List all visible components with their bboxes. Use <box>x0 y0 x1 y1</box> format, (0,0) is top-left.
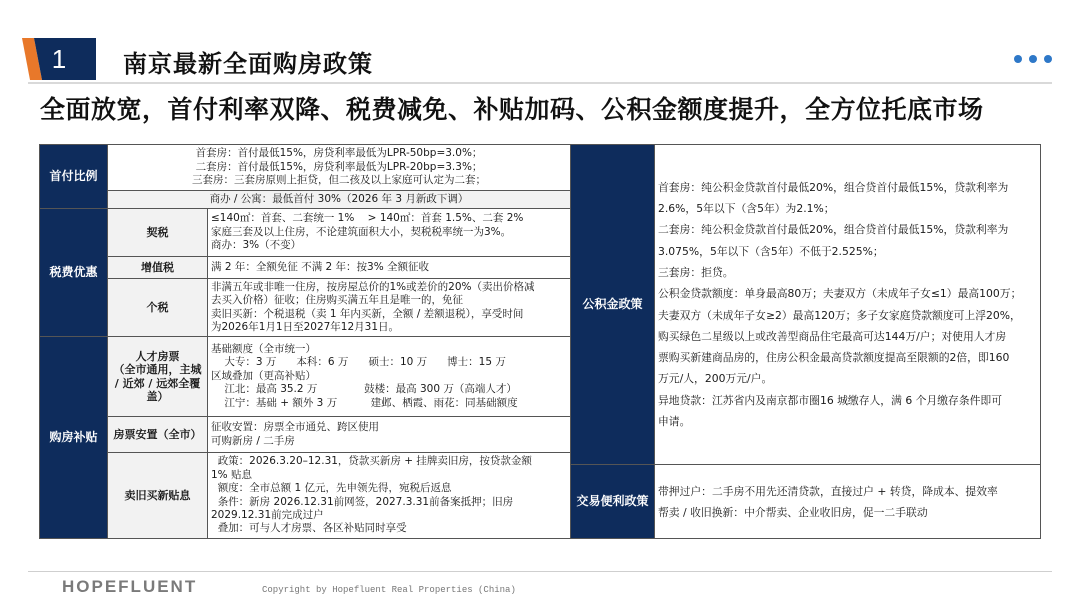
housing-ticket-rules: 征收安置：房票全市通兑、跨区使用 可购新房 / 二手房 <box>208 417 571 453</box>
section-number-badge <box>22 38 102 80</box>
copyright-text: Copyright by Hopefluent Real Properties (China) <box>262 585 516 595</box>
category-subsidy: 购房补贴 <box>40 337 108 539</box>
vat-label: 增值税 <box>108 257 208 279</box>
headline: 全面放宽，首付利率双降、税费减免、补贴加码、公积金额度提升，全方位托底市场 <box>40 95 984 124</box>
section-number: 1 <box>51 44 67 74</box>
brand-logo: HOPEFLUENT <box>62 577 198 596</box>
provident-fund-rules: 首套房：纯公积金贷款首付最低20%，组合贷首付最低15%，贷款利率为 2.6%，5年以下（含5年）为2.1%； 二套房：纯公积金贷款首付最低20%，组合贷首付最低15%，贷款利率为 3.075%，5年以下（含5年）不低于2.525%； 三套房：拒贷。 公积金贷款额度：单身最高80万；夫妻双方（未成年子女≤1）最高100万； 夫妻双方（未成年子女≥2）最高120万；多子女家庭贷款额度可上浮20%， 购买绿色二星级以上或改善型商品住宅最高可达144万/户；对使用人才房 票购买新建商品房的，住房公积金最高贷款额度提高至限额的2倍，即160 万元/人，200万元/户。 异地贷款：江苏省内及南京都市圈16 城缴存人，满 6 个月缴存条件即可 申请。 <box>655 145 1041 465</box>
footer-divider <box>28 571 1052 572</box>
left-policy-table <box>39 144 571 539</box>
transaction-rules: 带押过户：二手房不用先还清贷款，直接过户 + 转贷，降成本、提效率 帮卖 / 收旧换新：中介帮卖、企业收旧房，促一二手联动 <box>655 465 1041 539</box>
commercial-down-payment: 商办 / 公寓：最低首付 30%（2026 年 3 月新政下调） <box>108 191 571 209</box>
category-provident-fund: 公积金政策 <box>571 145 655 465</box>
talent-ticket-label: 人才房票 （全市通用，主城 / 近郊 / 远郊全覆 盖） <box>108 337 208 417</box>
deed-tax-label: 契税 <box>108 209 208 257</box>
page-title: 南京最新全面购房政策 <box>123 50 373 78</box>
category-transaction: 交易便利政策 <box>571 465 655 539</box>
category-tax: 税费优惠 <box>40 209 108 337</box>
trade-in-label: 卖旧买新贴息 <box>108 453 208 539</box>
more-icon[interactable] <box>1014 55 1052 63</box>
header-divider <box>28 82 1052 84</box>
deed-tax-rules: ≤140㎡：首套、二套统一 1% > 140㎡：首套 1.5%、二套 2% 家庭三套及以上住房，不论建筑面积大小，契税税率统一为3%。 商办：3%（不变） <box>208 209 571 257</box>
talent-ticket-rules: 基础额度（全市统一） 大专：3 万 本科：6 万 硕士：10 万 博士：15 万 区域叠加（更高补贴） 江北：最高 35.2 万 鼓楼：最高 300 万（高端人才） 江宁：基础 + 额外 3 万 建邺、栖霞、雨花：同基础额度 <box>208 337 571 417</box>
housing-ticket-label: 房票安置（全市） <box>108 417 208 453</box>
income-tax-label: 个税 <box>108 279 208 337</box>
trade-in-rules: 政策：2026.3.20–12.31，贷款买新房 + 挂牌卖旧房，按贷款金额 1% 贴息 额度：全市总额 1 亿元，先申领先得，宛税后返息 条件：新房 2026.12.31前网签，2027.3.31前备案抵押；旧房 2029.12.31前完成过户 叠加：可与人才房票、各区补贴同时享受 <box>208 453 571 539</box>
vat-rules: 满 2 年：全额免征 不满 2 年：按3% 全额征收 <box>208 257 571 279</box>
income-tax-rules: 非满五年或非唯一住房，按房屋总价的1%或差价的20%（卖出价格减 去买入价格）征收；住房购买满五年且是唯一的，免征 卖旧买新：个税退税（卖 1 年内买新，全额 / 差额退税），享受时间 为2026年1月1日至2027年12月31日。 <box>208 279 571 337</box>
category-down-payment: 首付比例 <box>40 145 108 209</box>
right-policy-table <box>570 144 1041 539</box>
down-payment-rules: 首套房：首付最低15%，房贷利率最低为LPR-50bp=3.0%； 二套房：首付最低15%，房贷利率最低为LPR-20bp=3.3%； 三套房：三套房原则上拒贷，但二孩及以上家庭可认定为二套； <box>108 145 571 191</box>
